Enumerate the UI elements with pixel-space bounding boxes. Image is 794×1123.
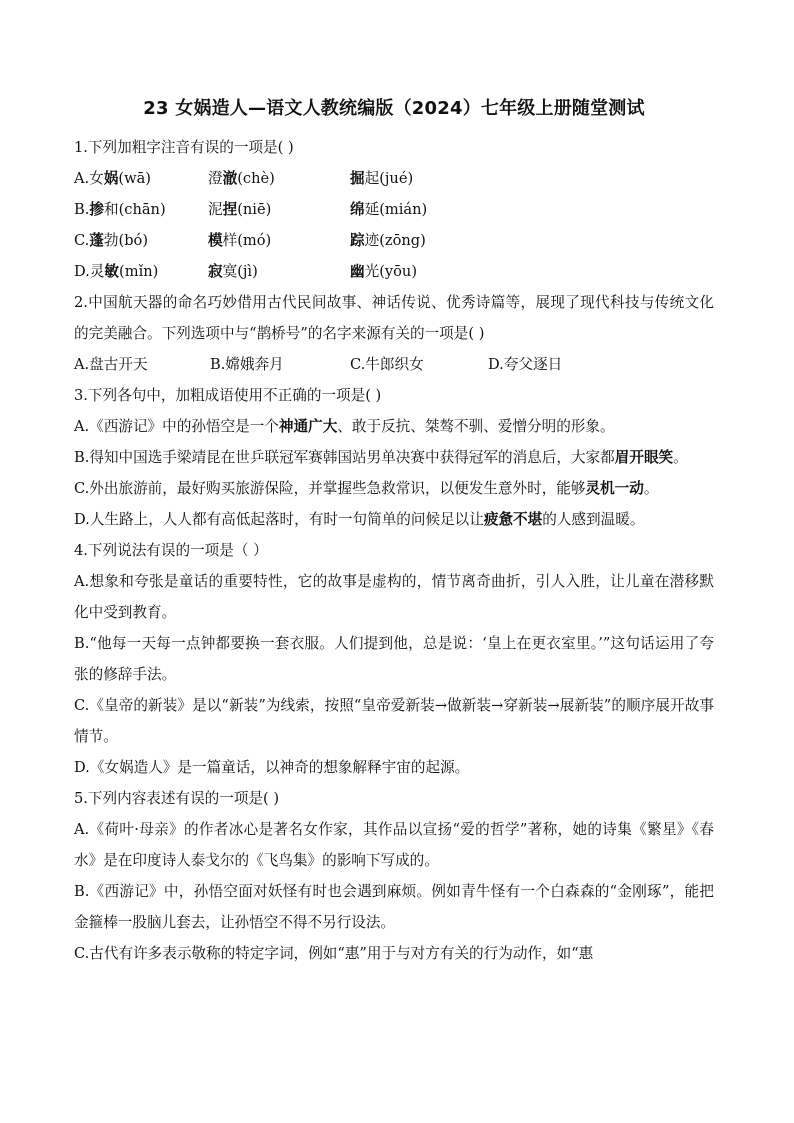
q4-option-d: D.《女娲造人》是一篇童话，以神奇的想象解释宇宙的起源。 [74,759,470,776]
q1-stem: 1.下列加粗字注音有误的一项是( ) [74,139,294,156]
q1-a-col2: 澄澈(chè) [208,170,275,187]
q1-c-col2: 模样(mó) [208,232,272,249]
q1-c-col1: C.蓬勃(bó) [74,232,149,249]
q5-option-b: B.《西游记》中，孙悟空面对妖怪有时也会遇到麻烦。例如青牛怪有一个白森森的“金刚琢”，能把金箍棒一股脑儿套去，让孙悟空不得不另行设法。 [74,883,714,931]
q2-option-d: D.夸父逐日 [488,356,563,373]
q4-option-b: B.“他每一天每一点钟都要换一套衣服。人们提到他，总是说：‘皇上在更衣室里。’”这句话运用了夸张的修辞手法。 [74,635,714,683]
q1-row-d [74,256,714,287]
q4-stem: 4.下列说法有误的一项是（ ） [74,542,268,559]
q3-option-d: D.人生路上，人人都有高低起落时，有时一句简单的问候足以让疲惫不堪的人感到温暖。 [74,511,645,528]
q3-option-c: C.外出旅游前，最好购买旅游保险，并掌握些急救常识，以便发生意外时，能够灵机一动。 [74,480,659,497]
document-title: 23 女娲造人—语文人教统编版（2024）七年级上册随堂测试 [143,98,645,119]
q1-a-col3: 掘起(jué) [350,170,414,187]
q1-b-col2: 泥捏(niē) [208,201,272,218]
q5-option-a: A.《荷叶·母亲》的作者冰心是著名女作家，其作品以宣扬“爱的哲学”著称，她的诗集《繁星》《春水》是在印度诗人泰戈尔的《飞鸟集》的影响下写成的。 [74,821,714,869]
q1-b-col1: B.掺和(chān) [74,201,166,218]
q4-option-a: A.想象和夸张是童话的重要特性，它的故事是虚构的，情节离奇曲折，引人入胜，让儿童在潜移默化中受到教育。 [74,573,714,621]
q5-stem: 5.下列内容表述有误的一项是( ) [74,790,280,807]
q1-d-col1: D.灵敏(mǐn) [74,263,159,280]
q3-stem: 3.下列各句中，加粗成语使用不正确的一项是( ) [74,387,382,404]
q3-option-a: A.《西游记》中的孙悟空是一个神通广大、敢于反抗、桀骜不驯、爱憎分明的形象。 [74,418,615,435]
q2-option-b: B.嫦娥奔月 [210,356,284,373]
q3-option-b: B.得知中国选手梁靖昆在世乒联冠军赛韩国站男单决赛中获得冠军的消息后，大家都眉开眼笑。 [74,449,688,466]
q1-row-a [74,163,714,194]
q1-c-col3: 踪迹(zōng) [350,232,426,249]
q1-d-col2: 寂寞(jì) [208,263,258,280]
q1-a-col1: A.女娲(wā) [74,170,151,187]
q1-row-c [74,225,714,256]
q1-row-b [74,194,714,225]
q2-options [74,349,714,380]
q2-option-a: A.盘古开天 [74,356,148,373]
q1-b-col3: 绵延(mián) [350,201,428,218]
q2-stem: 2.中国航天器的命名巧妙借用古代民间故事、神话传说、优秀诗篇等，展现了现代科技与传统文化的完美融合。下列选项中与“鹊桥号”的名字来源有关的一项是( ) [74,294,714,342]
q5-option-c: C.古代有许多表示敬称的特定字词，例如“惠”用于与对方有关的行为动作，如“惠 [74,945,594,962]
q1-d-col3: 幽光(yōu) [350,263,418,280]
q2-option-c: C.牛郎织女 [350,356,424,373]
q4-option-c: C.《皇帝的新装》是以“新装”为线索，按照“皇帝爱新装→做新装→穿新装→展新装”的顺序展开故事情节。 [74,697,714,745]
